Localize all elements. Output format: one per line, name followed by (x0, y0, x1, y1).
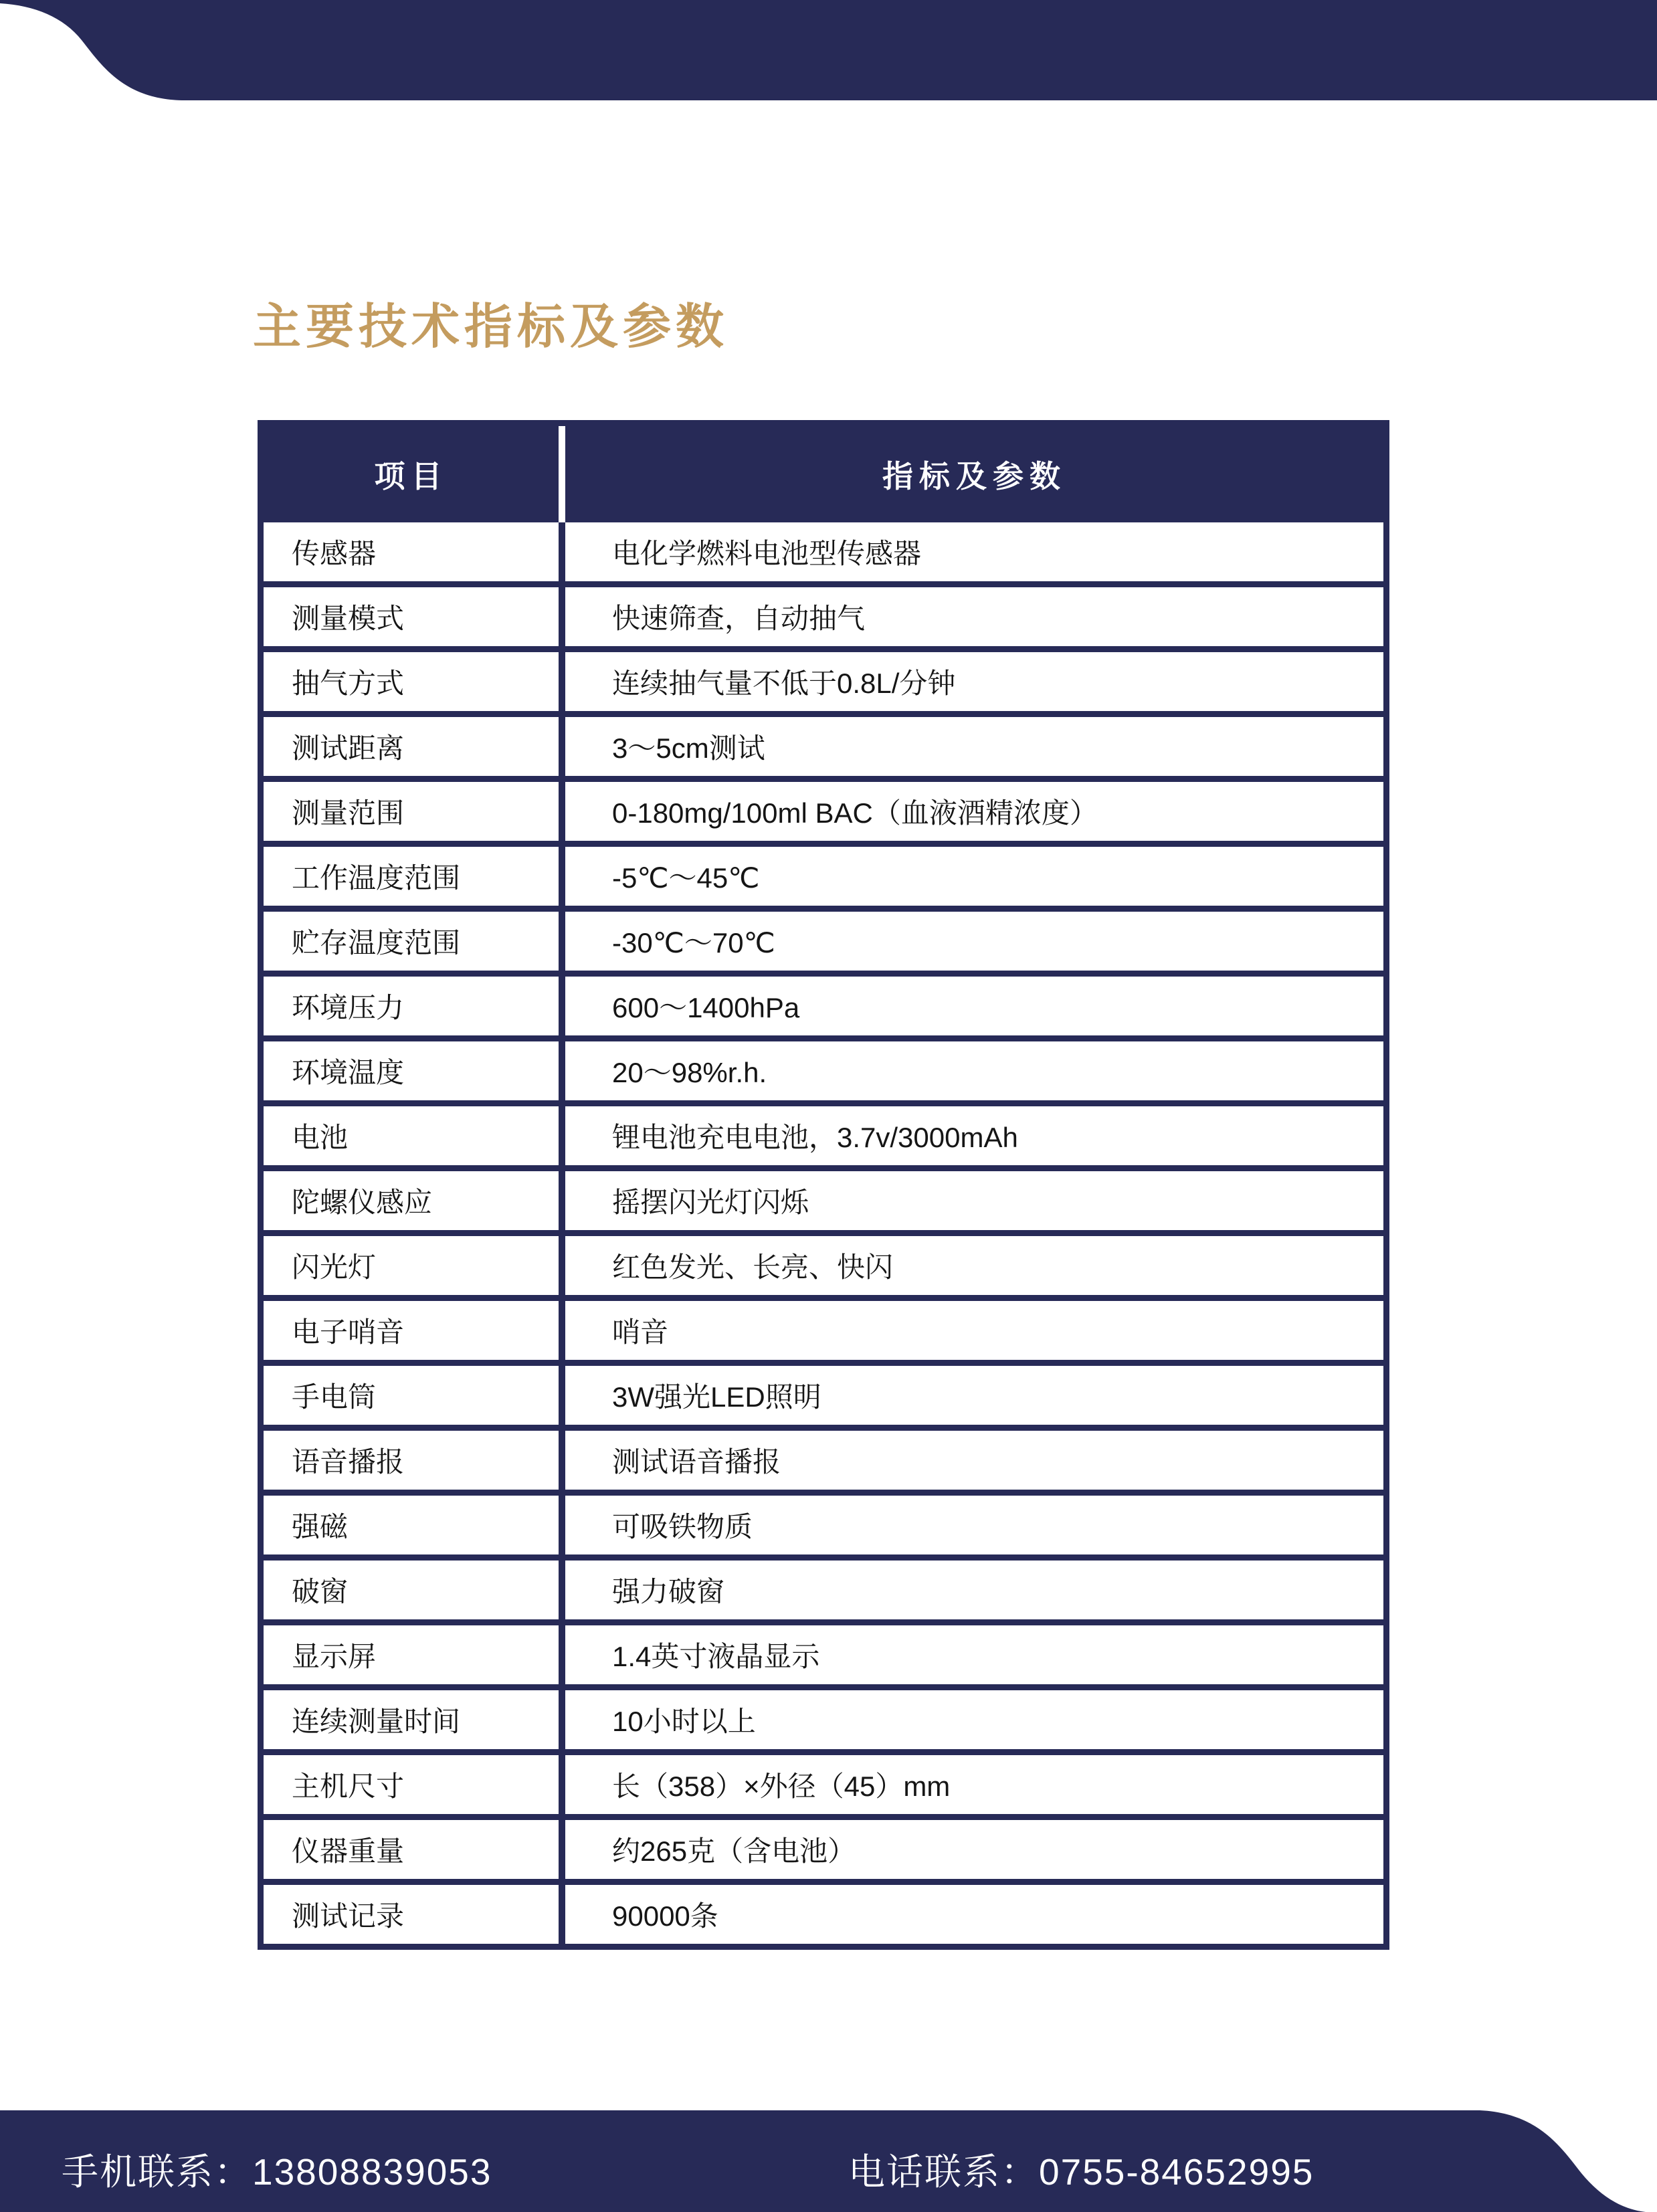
table-row-item: 传感器 (264, 522, 559, 581)
footer-phone-contact: 电话联系：0755-84652995 (848, 2151, 1314, 2193)
top-band (0, 0, 1657, 102)
table-row-value: 红色发光、长亮、快闪 (565, 1236, 1383, 1295)
table-row-value: 20～98%r.h. (565, 1041, 1383, 1100)
table-header-item: 项目 (374, 459, 448, 494)
table-row-item: 破窗 (264, 1561, 559, 1619)
table-row-item: 主机尺寸 (264, 1755, 559, 1814)
table-row-value: 可吸铁物质 (565, 1496, 1383, 1554)
page-title: 主要技术指标及参数 (253, 300, 729, 354)
table-row-item: 环境压力 (264, 977, 559, 1035)
table-row-value: 3～5cm测试 (565, 717, 1383, 776)
table-row-item: 环境温度 (264, 1041, 559, 1100)
table-row-value: 电化学燃料电池型传感器 (565, 522, 1383, 581)
spec-table (258, 420, 1389, 1950)
table-row-item: 工作温度范围 (264, 847, 559, 906)
table-row-item: 抽气方式 (264, 652, 559, 711)
table-row-value: 0-180mg/100ml BAC（血液酒精浓度） (565, 782, 1383, 841)
footer-mobile-contact: 手机联系：13808839053 (62, 2151, 492, 2193)
table-row-item: 显示屏 (264, 1625, 559, 1684)
table-row-item: 连续测量时间 (264, 1690, 559, 1749)
table-row-value: 90000条 (565, 1885, 1383, 1944)
table-header-value: 指标及参数 (882, 459, 1066, 494)
table-row-value: 强力破窗 (565, 1561, 1383, 1619)
table-row-value: 测试语音播报 (565, 1431, 1383, 1490)
table-row-item: 测试距离 (264, 717, 559, 776)
table-row-item: 测量模式 (264, 587, 559, 646)
table-row-value: 锂电池充电电池，3.7v/3000mAh (565, 1106, 1383, 1165)
table-row-item: 测试记录 (264, 1885, 559, 1944)
table-row-value: 10小时以上 (565, 1690, 1383, 1749)
table-row-value: 1.4英寸液晶显示 (565, 1625, 1383, 1684)
table-row-value: 600～1400hPa (565, 977, 1383, 1035)
table-row-item: 陀螺仪感应 (264, 1171, 559, 1230)
table-row-item: 手电筒 (264, 1366, 559, 1425)
table-row-value: 长（358）×外径（45）mm (565, 1755, 1383, 1814)
table-body (264, 522, 1383, 1944)
table-row-item: 强磁 (264, 1496, 559, 1554)
table-row-value: -30℃～70℃ (565, 912, 1383, 971)
table-row-item: 测量范围 (264, 782, 559, 841)
table-row-item: 闪光灯 (264, 1236, 559, 1295)
top-band-shape (0, 0, 1657, 102)
table-row-item: 贮存温度范围 (264, 912, 559, 971)
table-header-row (264, 426, 1383, 522)
table-header-divider (559, 426, 565, 522)
table-row-item: 语音播报 (264, 1431, 559, 1490)
table-row-value: -5℃～45℃ (565, 847, 1383, 906)
table-row-value: 约265克（含电池） (565, 1820, 1383, 1879)
table-row-value: 快速筛查，自动抽气 (565, 587, 1383, 646)
table-row-item: 电池 (264, 1106, 559, 1165)
table-row-value: 连续抽气量不低于0.8L/分钟 (565, 652, 1383, 711)
table-row-value: 哨音 (565, 1301, 1383, 1360)
table-row-item: 仪器重量 (264, 1820, 559, 1879)
table-row-value: 摇摆闪光灯闪烁 (565, 1171, 1383, 1230)
table-row-item: 电子哨音 (264, 1301, 559, 1360)
table-row-value: 3W强光LED照明 (565, 1366, 1383, 1425)
